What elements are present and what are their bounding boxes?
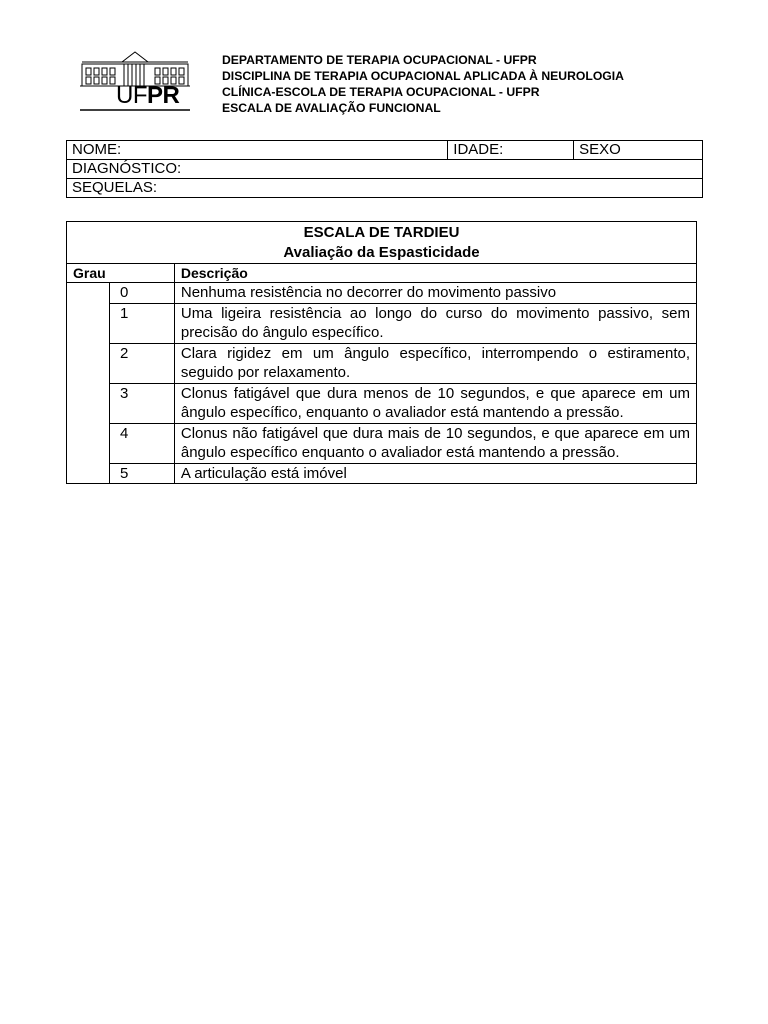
- scale-subtitle: Avaliação da Espasticidade: [283, 244, 480, 261]
- header-clinic: CLÍNICA-ESCOLA DE TERAPIA OCUPACIONAL - UFPR: [222, 85, 540, 99]
- descricao-cell: Clara rigidez em um ângulo específico, interrompendo o estiramento, seguido por relaxamento.: [174, 343, 696, 383]
- sequelas-label: SEQUELAS:: [72, 179, 158, 196]
- grau-cell: 0: [109, 283, 174, 304]
- col-header-grau: Grau: [67, 264, 175, 283]
- scale-row: [67, 283, 697, 304]
- sequelas-field[interactable]: [67, 179, 703, 198]
- grau-cell: 1: [109, 303, 174, 343]
- diagnostico-label: DIAGNÓSTICO:: [72, 160, 182, 177]
- indent-cell: [67, 283, 110, 304]
- document-header: [222, 52, 624, 116]
- nome-field[interactable]: [67, 141, 448, 160]
- indent-cell: [67, 463, 110, 484]
- descricao-cell: Clonus fatigável que dura menos de 10 segundos, e que aparece em um ângulo específico, enquanto o avaliador está mantendo a pressão.: [174, 383, 696, 423]
- tardieu-scale-table: [66, 221, 697, 484]
- descricao-cell: A articulação está imóvel: [174, 463, 696, 484]
- diagnostico-field[interactable]: [67, 160, 703, 179]
- sexo-field[interactable]: [574, 141, 703, 160]
- scale-title-row: [67, 222, 697, 264]
- scale-header-row: [67, 264, 697, 283]
- scale-row: [67, 383, 697, 423]
- nome-label: NOME:: [72, 141, 122, 158]
- ufpr-logo: [78, 48, 192, 112]
- scale-title-cell: [67, 222, 697, 264]
- patient-row-nome: [67, 141, 703, 160]
- descricao-cell: Clonus não fatigável que dura mais de 10 segundos, e que aparece em um ângulo específico enquanto o avaliador está mantendo a pressão.: [174, 423, 696, 463]
- ufpr-logo-text: [116, 84, 179, 108]
- indent-cell: [67, 303, 110, 343]
- grau-cell: 4: [109, 423, 174, 463]
- grau-cell: 3: [109, 383, 174, 423]
- patient-info-table: [66, 140, 703, 198]
- scale-row: [67, 343, 697, 383]
- logo-text-uf: UF: [116, 82, 147, 109]
- indent-cell: [67, 423, 110, 463]
- indent-cell: [67, 383, 110, 423]
- scale-row: [67, 423, 697, 463]
- grau-cell: 5: [109, 463, 174, 484]
- indent-cell: [67, 343, 110, 383]
- descricao-cell: Nenhuma resistência no decorrer do movimento passivo: [174, 283, 696, 304]
- scale-row: [67, 463, 697, 484]
- scale-title: ESCALA DE TARDIEU: [303, 224, 460, 241]
- grau-cell: 2: [109, 343, 174, 383]
- logo-text-pr: PR: [147, 82, 180, 109]
- header-discipline: DISCIPLINA DE TERAPIA OCUPACIONAL APLICADA À NEUROLOGIA: [222, 69, 624, 83]
- descricao-cell: Uma ligeira resistência ao longo do curso do movimento passivo, sem precisão do ângulo específico.: [174, 303, 696, 343]
- header-scale-title: ESCALA DE AVALIAÇÃO FUNCIONAL: [222, 101, 441, 115]
- col-header-descricao: Descrição: [174, 264, 696, 283]
- idade-label: IDADE:: [453, 141, 504, 158]
- sexo-label: SEXO: [579, 141, 621, 158]
- idade-field[interactable]: [448, 141, 574, 160]
- scale-row: [67, 303, 697, 343]
- patient-row-diagnostico: [67, 160, 703, 179]
- patient-row-sequelas: [67, 179, 703, 198]
- header-department: DEPARTAMENTO DE TERAPIA OCUPACIONAL - UFPR: [222, 53, 537, 67]
